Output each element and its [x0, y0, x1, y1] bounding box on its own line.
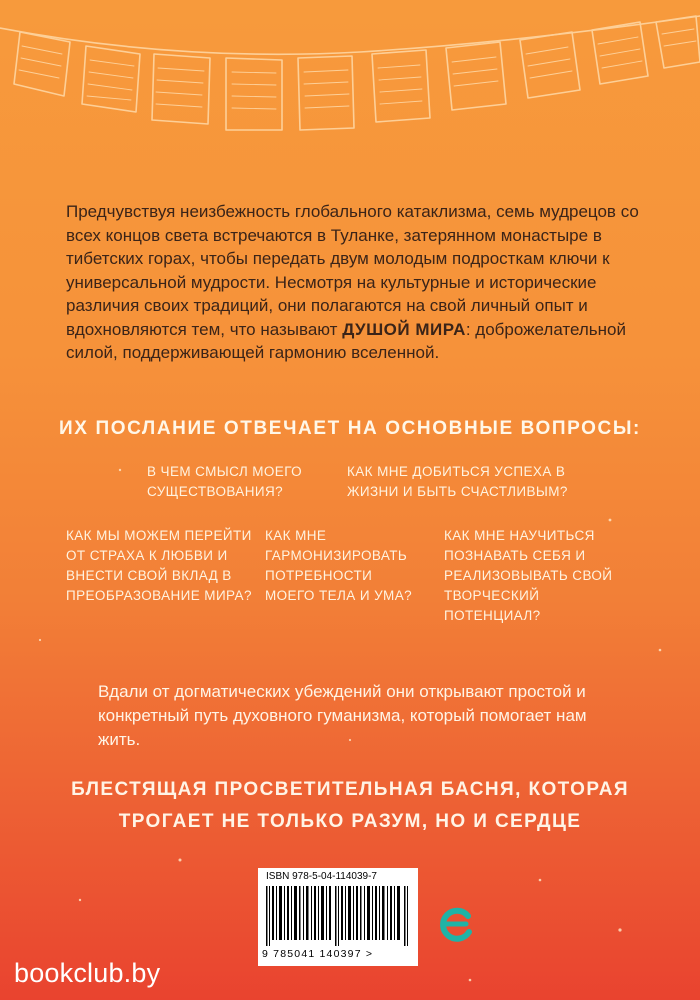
question-item: В ЧЕМ СМЫСЛ МОЕГО СУЩЕСТВОВАНИЯ? [147, 464, 303, 499]
site-watermark: bookclub.by [14, 958, 161, 988]
question-item: КАК МНЕ ДОБИТЬСЯ УСПЕХА В ЖИЗНИ И БЫТЬ СЧАСТЛИВЫМ? [347, 464, 568, 499]
barcode-icon [266, 886, 410, 946]
intro-text-2: : доброжелательной силой, поддерживающей гармонию вселенной. [66, 319, 626, 362]
intro-highlight: ДУШОЙ МИРА [342, 319, 466, 339]
publisher-logo-icon [436, 904, 476, 944]
barcode-digits: 9 785041 140397 > [262, 948, 374, 960]
question-item: КАК МНЕ ГАРМОНИЗИРОВАТЬ ПОТРЕБНОСТИ МОЕГО ТЕЛА И УМА? [265, 528, 413, 603]
questions-heading: ИХ ПОСЛАНИЕ ОТВЕЧАЕТ НА ОСНОВНЫЕ ВОПРОСЫ: [59, 418, 641, 439]
question-item: КАК МЫ МОЖЕМ ПЕРЕЙТИ ОТ СТРАХА К ЛЮБВИ И ВНЕСТИ СВОЙ ВКЛАД В ПРЕОБРАЗОВАНИЕ МИРА? [66, 528, 252, 603]
tagline [0, 774, 700, 838]
barcode-box [258, 868, 418, 966]
intro-text-1: Предчувствуя неизбежность глобального катаклизма, семь мудрецов со всех концов света встречаются в Туланке, затерянном монастыре в тибетских горах, чтобы передать двум молодым подросткам ключи к универсальной мудрости. Несмотря на культурные и исторические различия своих традиций, они полагаются на свой личный опыт и вдохновляются тем, что называют [66, 202, 639, 339]
isbn-label: ISBN 978-5-04-114039-7 [266, 871, 377, 882]
tagline-line-1: БЛЕСТЯЩАЯ ПРОСВЕТИТЕЛЬНАЯ БАСНЯ, КОТОРАЯ [71, 779, 629, 800]
intro-paragraph [66, 200, 646, 365]
tagline-line-2: ТРОГАЕТ НЕ ТОЛЬКО РАЗУМ, НО И СЕРДЦЕ [118, 811, 582, 832]
prayer-flags-illustration [0, 0, 700, 170]
closing-paragraph: Вдали от догматических убеждений они открывают простой и конкретный путь духовного гуманизма, который помогает нам жить. [98, 682, 587, 749]
question-item: КАК МНЕ НАУЧИТЬСЯ ПОЗНАВАТЬ СЕБЯ И РЕАЛИЗОВЫВАТЬ СВОЙ ТВОРЧЕСКИЙ ПОТЕНЦИАЛ? [444, 528, 613, 623]
